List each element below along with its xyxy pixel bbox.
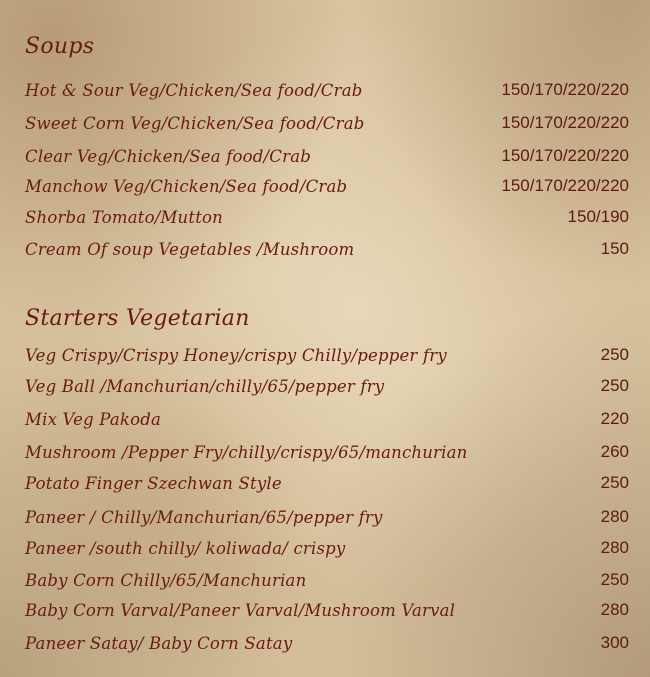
item-price: 250 [600,473,629,492]
item-name: Paneer /south chilly/ koliwada/ crispy [25,538,346,558]
menu-item [25,75,629,105]
item-name: Sweet Corn Veg/Chicken/Sea food/Crab [25,113,365,133]
menu-item [25,404,629,434]
item-name: Baby Corn Chilly/65/Manchurian [25,570,307,590]
item-name: Manchow Veg/Chicken/Sea food/Crab [25,176,348,196]
section-title-starters-vegetarian: Starters Vegetarian [25,306,250,331]
item-price: 280 [600,600,629,619]
item-price: 150/170/220/220 [501,80,629,99]
item-price: 150/170/220/220 [501,113,629,132]
item-name: Baby Corn Varval/Paneer Varval/Mushroom Varval [25,600,456,620]
menu-item [25,108,629,138]
item-name: Paneer Satay/ Baby Corn Satay [25,633,293,653]
item-name: Potato Finger Szechwan Style [25,473,282,493]
item-price: 150 [600,239,629,258]
menu-item [25,502,629,532]
item-name: Clear Veg/Chicken/Sea food/Crab [25,146,311,166]
menu-item [25,171,629,201]
item-price: 260 [600,442,629,461]
item-price: 250 [600,376,629,395]
menu-item [25,202,629,232]
item-price: 220 [600,409,629,428]
item-price: 150/190 [567,207,629,226]
item-price: 150/170/220/220 [501,146,629,165]
item-name: Veg Crispy/Crispy Honey/crispy Chilly/pepper fry [25,345,447,365]
item-name: Mushroom /Pepper Fry/chilly/crispy/65/manchurian [25,442,468,462]
menu-item [25,234,629,264]
item-name: Hot & Sour Veg/Chicken/Sea food/Crab [25,80,363,100]
item-price: 300 [600,633,629,652]
menu-item [25,340,629,370]
menu-item [25,437,629,467]
item-price: 280 [600,507,629,526]
menu-item [25,628,629,658]
menu-item [25,468,629,498]
item-name: Mix Veg Pakoda [25,409,162,429]
item-price: 280 [600,538,629,557]
item-price: 150/170/220/220 [501,176,629,195]
section-title-soups: Soups [25,34,95,59]
item-price: 250 [600,345,629,364]
item-price: 250 [600,570,629,589]
menu-item [25,565,629,595]
menu-item [25,533,629,563]
item-name: Cream Of soup Vegetables /Mushroom [25,239,355,259]
menu-item [25,371,629,401]
item-name: Paneer / Chilly/Manchurian/65/pepper fry [25,507,383,527]
menu-item [25,595,629,625]
item-name: Veg Ball /Manchurian/chilly/65/pepper fry [25,376,385,396]
item-name: Shorba Tomato/Mutton [25,207,224,227]
menu-item [25,141,629,171]
